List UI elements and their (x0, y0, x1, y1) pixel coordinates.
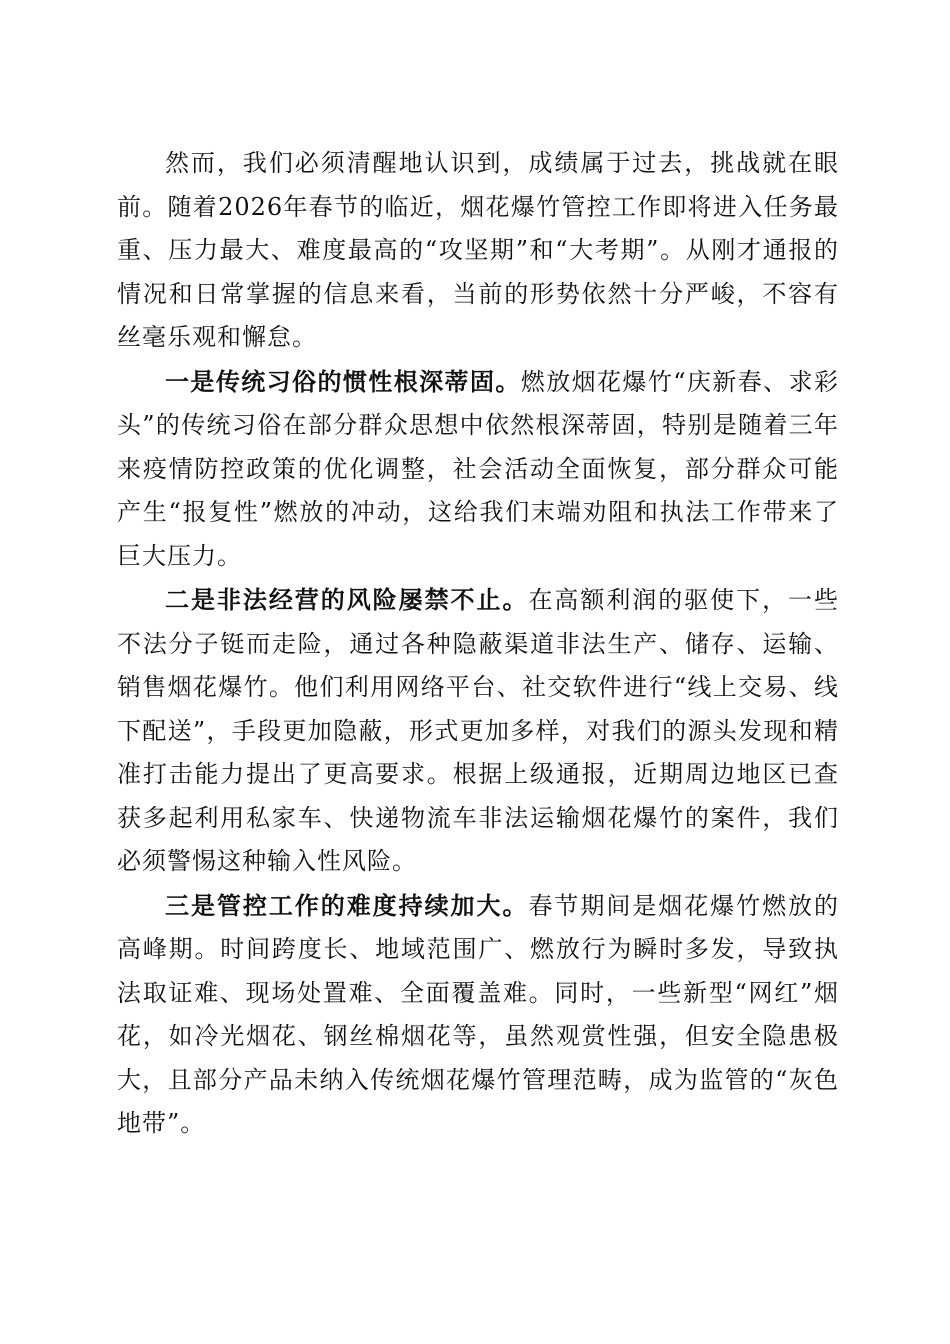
paragraph-text: 燃放烟花爆竹“庆新春、求彩头”的传统习俗在部分群众思想中依然根深蒂固，特别是随着三年来疫情防控政策的优化调整，社会活动全面恢复，部分群众可能产生“报复性”燃放的冲动，这给我们末端劝阻和执法工作带来了巨大压力。 (117, 367, 839, 570)
paragraph-point-one (117, 360, 839, 579)
paragraph-situation (117, 141, 839, 360)
paragraph-point-two (117, 578, 839, 884)
document-body (117, 141, 839, 1146)
paragraph-point-three (117, 884, 839, 1146)
paragraph-text: 春节期间是烟花爆竹燃放的高峰期。时间跨度长、地域范围广、燃放行为瞬时多发，导致执法取证难、现场处置难、全面覆盖难。同时，一些新型“网红”烟花，如冷光烟花、钢丝棉烟花等，虽然观赏性强，但安全隐患极大，且部分产品未纳入传统烟花爆竹管理范畴，成为监管的“灰色地带”。 (117, 891, 840, 1137)
paragraph-text: 在高额利润的驱使下，一些不法分子铤而走险，通过各种隐蔽渠道非法生产、储存、运输、销售烟花爆竹。他们利用网络平台、社交软件进行“线上交易、线下配送”，手段更加隐蔽，形式更加多样，对我们的源头发现和精准打击能力提出了更高要求。根据上级通报，近期周边地区已查获多起利用私家车、快递物流车非法运输烟花爆竹的案件，我们必须警惕这种输入性风险。 (117, 586, 840, 875)
paragraph-lead: 三是管控工作的难度持续加大。 (165, 890, 529, 920)
paragraph-lead: 一是传统习俗的惯性根深蒂固。 (165, 366, 521, 396)
paragraph-lead: 二是非法经营的风险屡禁不止。 (165, 585, 529, 614)
paragraph-text: 然而，我们必须清醒地认识到，成绩属于过去，挑战就在眼前。随着2026年春节的临近，烟花爆竹管控工作即将进入任务最重、压力最大、难度最高的“攻坚期”和“大考期”。从刚才通报的情况和日常掌握的信息来看，当前的形势依然十分严峻，不容有丝毫乐观和懈怠。 (117, 149, 839, 351)
